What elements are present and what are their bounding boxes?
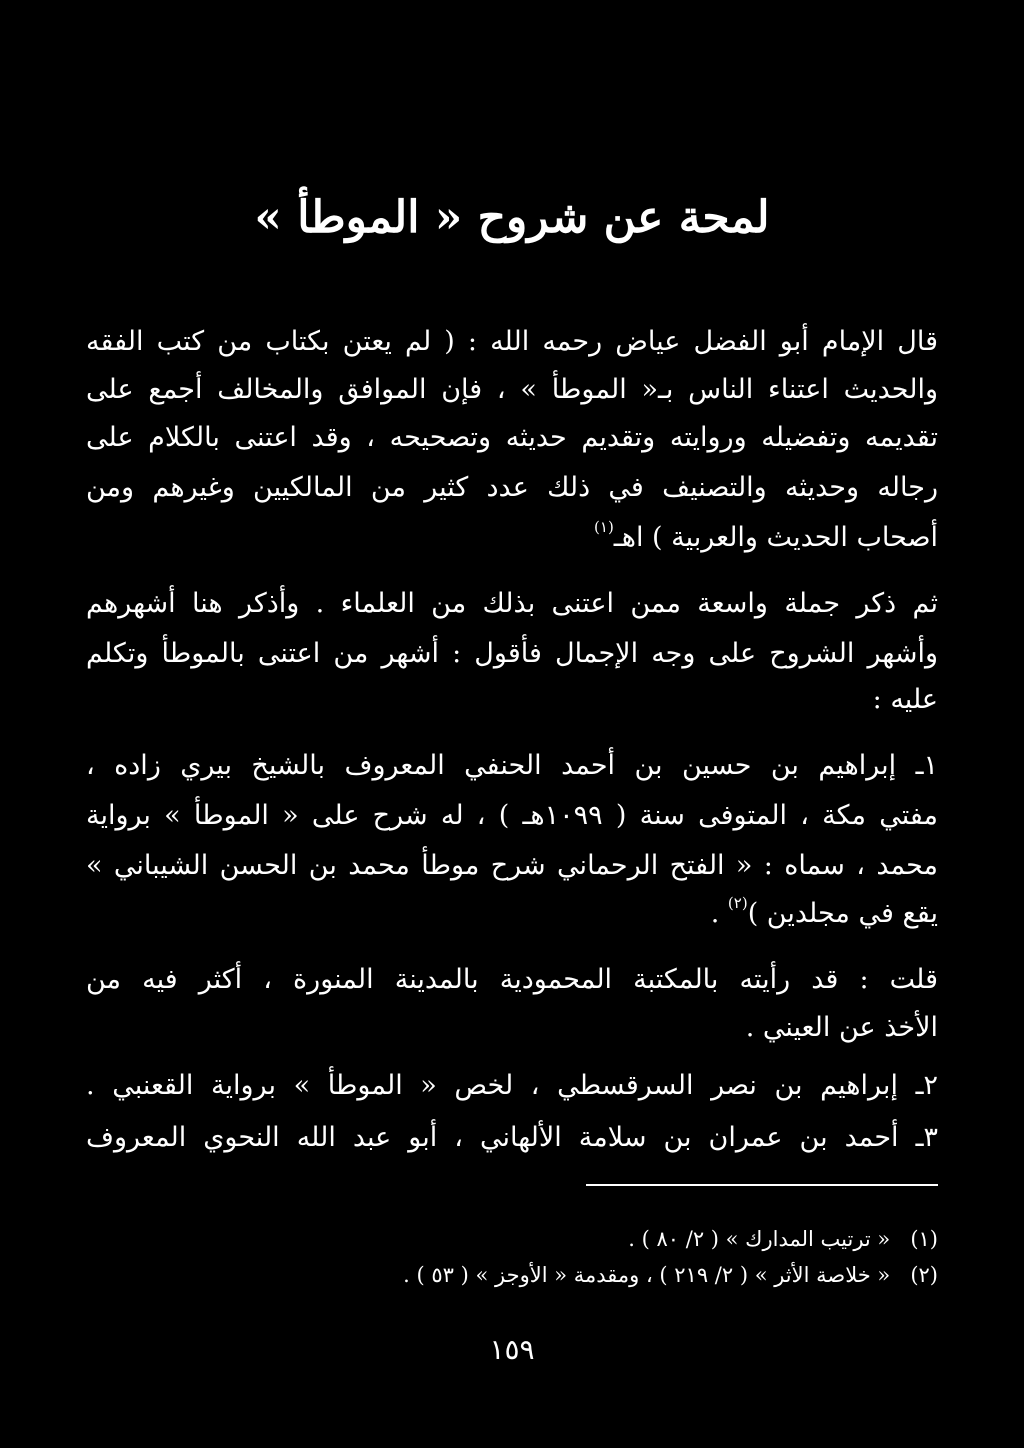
item-1-line-4 <box>86 894 938 934</box>
note-paragraph-line-1: قلت : قد رأيته بالمكتبة المحمودية بالمدينة المنورة ، أكثر فيه من <box>86 964 938 995</box>
item-1-tail: . <box>710 898 728 929</box>
footnote-ref-2: (٢) <box>727 894 748 912</box>
paragraph-2-line-2: وأشهر الشروح على وجه الإجمال فأقول : أشهر من اعتنى بالموطأ وتكلم <box>86 638 938 669</box>
footnote-1 <box>300 1224 938 1254</box>
paragraph-1-line-5 <box>86 518 938 558</box>
page-title: لمحة عن شروح « الموطأ » <box>254 192 770 243</box>
paragraph-2-line-3: عليه : <box>872 684 938 715</box>
footnote-ref-1: (١) <box>594 518 614 536</box>
paragraph-2-line-1: ثم ذكر جملة واسعة ممن اعتنى بذلك من العلماء . وأذكر هنا أشهرهم <box>86 588 938 619</box>
paragraph-1-line-3: تقديمه وتفضيله وروايته وتقديم حديثه وتصحيحه ، وقد اعتنى بالكلام على <box>86 422 938 453</box>
footnote-2 <box>300 1260 938 1290</box>
paragraph-1-end-text: أصحاب الحديث والعربية ) اهـ <box>613 522 938 553</box>
item-2-line: ٢ـ إبراهيم بن نصر السرقسطي ، لخص « الموطأ » برواية القعنبي . <box>86 1070 938 1101</box>
item-1-line-3: محمد ، سماه : « الفتح الرحماني شرح موطأ محمد بن الحسن الشيباني » <box>86 850 938 881</box>
footnote-divider <box>586 1184 938 1186</box>
paragraph-1-line-4: رجاله وحديثه والتصنيف في ذلك عدد كثير من المالكيين وغيرهم ومن <box>86 472 938 503</box>
item-3-line: ٣ـ أحمد بن عمران بن سلامة الألهاني ، أبو عبد الله النحوي المعروف <box>86 1122 938 1153</box>
paragraph-1-line-2: والحديث اعتناء الناس بـ« الموطأ » ، فإن الموافق والمخالف أجمع على <box>86 374 938 405</box>
page-number: ١٥٩ <box>489 1333 535 1366</box>
footnote-1-text: « ترتيب المدارك » ( ٢/ ٨٠ ) . <box>628 1227 891 1251</box>
paragraph-1-line-1: قال الإمام أبو الفضل عياض رحمه الله : ( لم يعتن بكتاب من كتب الفقه <box>86 326 938 357</box>
footnote-2-number: (٢) <box>910 1263 938 1287</box>
footnote-2-text: « خلاصة الأثر » ( ٢/ ٢١٩ ) ، ومقدمة « الأوجز » ( ٥٣ ) . <box>403 1263 891 1287</box>
item-1-line-1: ١ـ إبراهيم بن حسين بن أحمد الحنفي المعروف بالشيخ بيري زاده ، <box>86 750 938 781</box>
footnote-1-number: (١) <box>910 1227 938 1251</box>
item-1-end-text: يقع في مجلدين ) <box>747 898 938 929</box>
item-1-line-2: مفتي مكة ، المتوفى سنة ( ١٠٩٩هـ ) ، له شرح على « الموطأ » برواية <box>86 800 938 831</box>
note-paragraph-line-2: الأخذ عن العيني . <box>745 1012 938 1043</box>
